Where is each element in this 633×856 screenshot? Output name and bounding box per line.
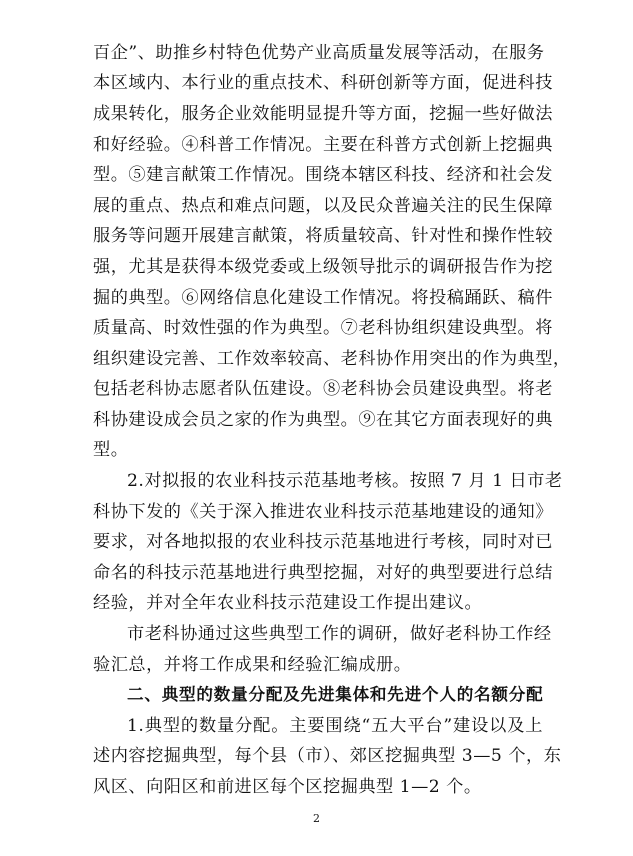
body-text-line: 科协下发的《关于深入推进农业科技示范基地建设的通知》	[93, 502, 553, 522]
body-text-line: 2.对拟报的农业科技示范基地考核。按照 7 月 1 日市老	[127, 471, 563, 491]
body-text-line: 服务等问题开展建言献策，将质量较高、针对性和操作性较	[93, 226, 553, 246]
body-text-line: 型。	[93, 440, 129, 460]
body-text-line: 1.典型的数量分配。主要围绕“五大平台”建设以及上	[127, 716, 543, 736]
body-text-line: 包括老科协志愿者队伍建设。⑧老科协会员建设典型。将老	[93, 379, 553, 399]
body-text-line: 市老科协通过这些典型工作的调研，做好老科协工作经	[127, 624, 552, 644]
body-text-line: 要求，对各地拟报的农业科技示范基地进行考核，同时对已	[93, 532, 553, 552]
section-heading: 二、典型的数量分配及先进集体和先进个人的名额分配	[127, 685, 543, 704]
body-text-line: 组织建设完善、工作效率较高、老科协作用突出的作为典型，	[93, 349, 571, 369]
body-text-line: 风区、向阳区和前进区每个区挖掘典型 1—2 个。	[93, 777, 482, 797]
body-text-line: 掘的典型。⑥网络信息化建设工作情况。将投稿踊跃、稿件	[93, 288, 553, 308]
body-text-line: 命名的科技示范基地进行典型挖掘，对好的典型要进行总结	[93, 563, 553, 583]
body-text-line: 展的重点、热点和难点问题，以及民众普遍关注的民生保障	[93, 196, 553, 216]
body-text-line: 和好经验。④科普工作情况。主要在科普方式创新上挖掘典	[93, 135, 553, 155]
body-text-line: 强，尤其是获得本级党委或上级领导批示的调研报告作为挖	[93, 257, 553, 277]
body-text-line: 验汇总，并将工作成果和经验汇编成册。	[93, 655, 412, 675]
body-text-line: 百企”、助推乡村特色优势产业高质量发展等活动，在服务	[93, 43, 545, 63]
body-text-line: 述内容挖掘典型，每个县（市）、郊区挖掘典型 3—5 个，东	[93, 746, 562, 766]
body-text-line: 成果转化，服务企业效能明显提升等方面，挖掘一些好做法	[93, 104, 553, 124]
body-text-line: 型。⑤建言献策工作情况。围绕本辖区科技、经济和社会发	[93, 165, 553, 185]
body-text-line: 本区域内、本行业的重点技术、科研创新等方面，促进科技	[93, 73, 553, 93]
page-number: 2	[313, 812, 320, 825]
body-text-line: 经验，并对全年农业科技示范建设工作提出建议。	[93, 593, 483, 613]
body-text-line: 科协建设成会员之家的作为典型。⑨在其它方面表现好的典	[93, 410, 553, 430]
body-text-line: 质量高、时效性强的作为典型。⑦老科协组织建设典型。将	[93, 318, 553, 338]
